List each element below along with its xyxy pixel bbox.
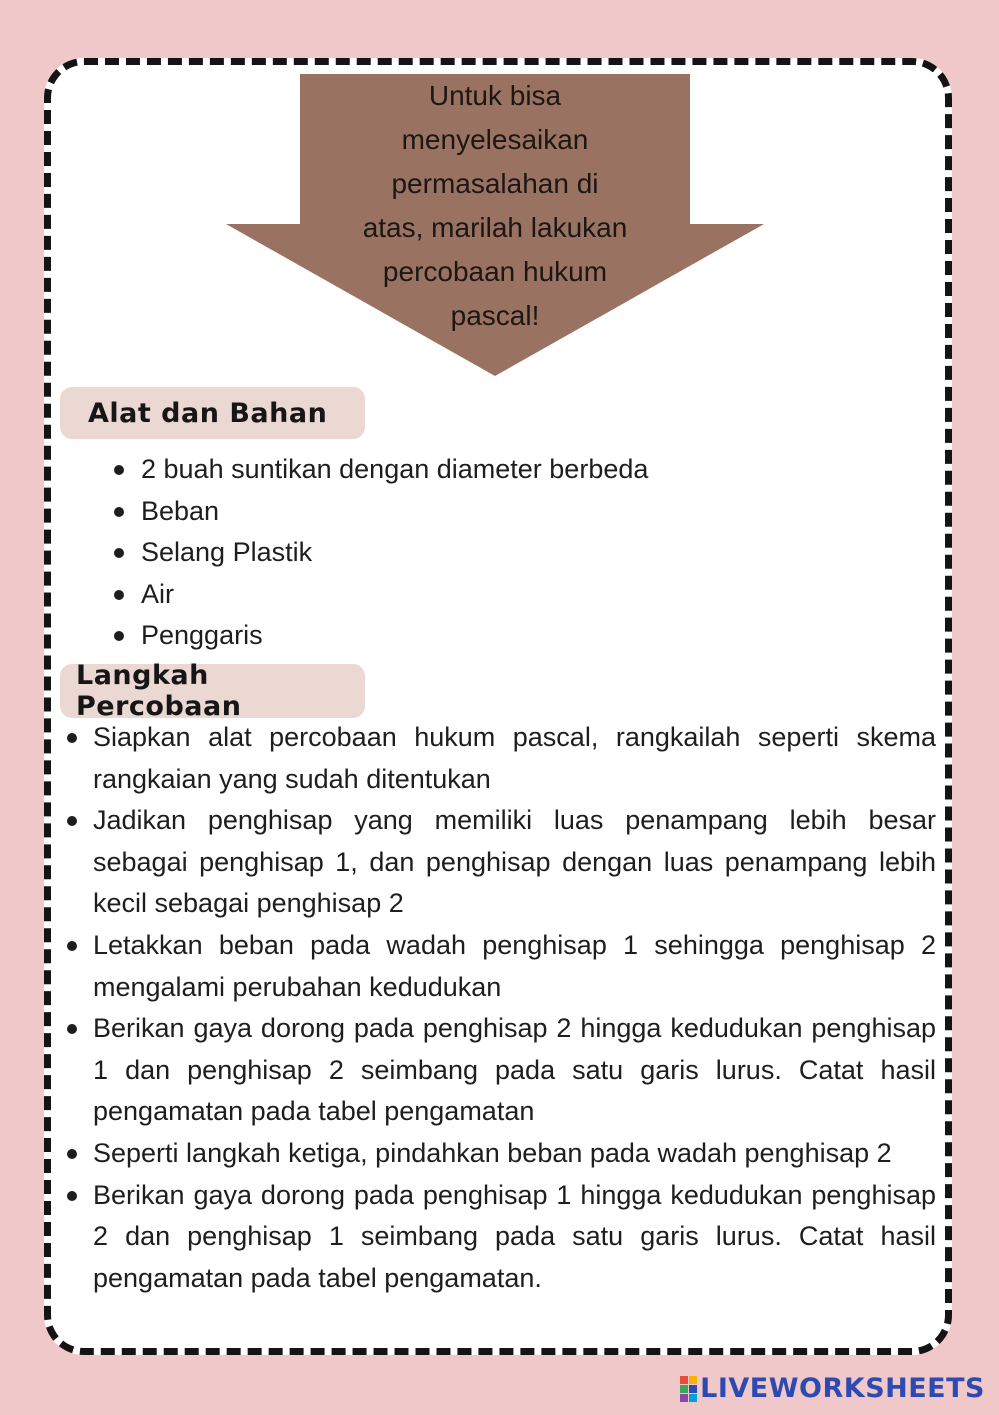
tools-heading: Alat dan Bahan [60,387,365,439]
list-item: Seperti langkah ketiga, pindahkan beban pada wadah penghisap 2 [62,1133,936,1175]
callout-line: percobaan hukum [382,256,608,287]
brand-name: LIVEWORKSHEETS [700,1373,985,1404]
list-item: Selang Plastik [108,532,648,574]
liveworksheets-logo-icon [680,1376,697,1402]
list-item: Beban [108,491,648,533]
list-item: Air [108,574,648,616]
callout-line: permasalahan di [391,168,599,199]
list-item: Letakkan beban pada wadah penghisap 1 sehingga penghisap 2 mengalami perubahan kedudukan [62,925,936,1008]
list-item: 2 buah suntikan dengan diameter berbeda [108,449,648,491]
callout-line: pascal! [450,300,540,331]
down-arrow-callout [226,74,764,376]
callout-text [304,74,686,338]
callout-line: menyelesaikan [401,124,589,155]
list-item: Jadikan penghisap yang memiliki luas penampang lebih besar sebagai penghisap 1, dan penghisap dengan luas penampang lebih kecil sebagai penghisap 2 [62,800,936,925]
tools-list [108,449,648,657]
list-item: Siapkan alat percobaan hukum pascal, rangkailah seperti skema rangkaian yang sudah ditentukan [62,717,936,800]
callout-line: atas, marilah lakukan [362,212,628,243]
list-item: Berikan gaya dorong pada penghisap 2 hingga kedudukan penghisap 1 dan penghisap 2 seimbang pada satu garis lurus. Catat hasil pengamatan pada tabel pengamatan [62,1008,936,1133]
callout-line: Untuk bisa [428,80,562,111]
list-item: Penggaris [108,615,648,657]
steps-list [62,717,936,1299]
liveworksheets-brand[interactable] [680,1373,985,1404]
steps-heading: Langkah Percobaan [60,664,365,718]
list-item: Berikan gaya dorong pada penghisap 1 hingga kedudukan penghisap 2 dan penghisap 1 seimbang pada satu garis lurus. Catat hasil pengamatan pada tabel pengamatan. [62,1175,936,1300]
